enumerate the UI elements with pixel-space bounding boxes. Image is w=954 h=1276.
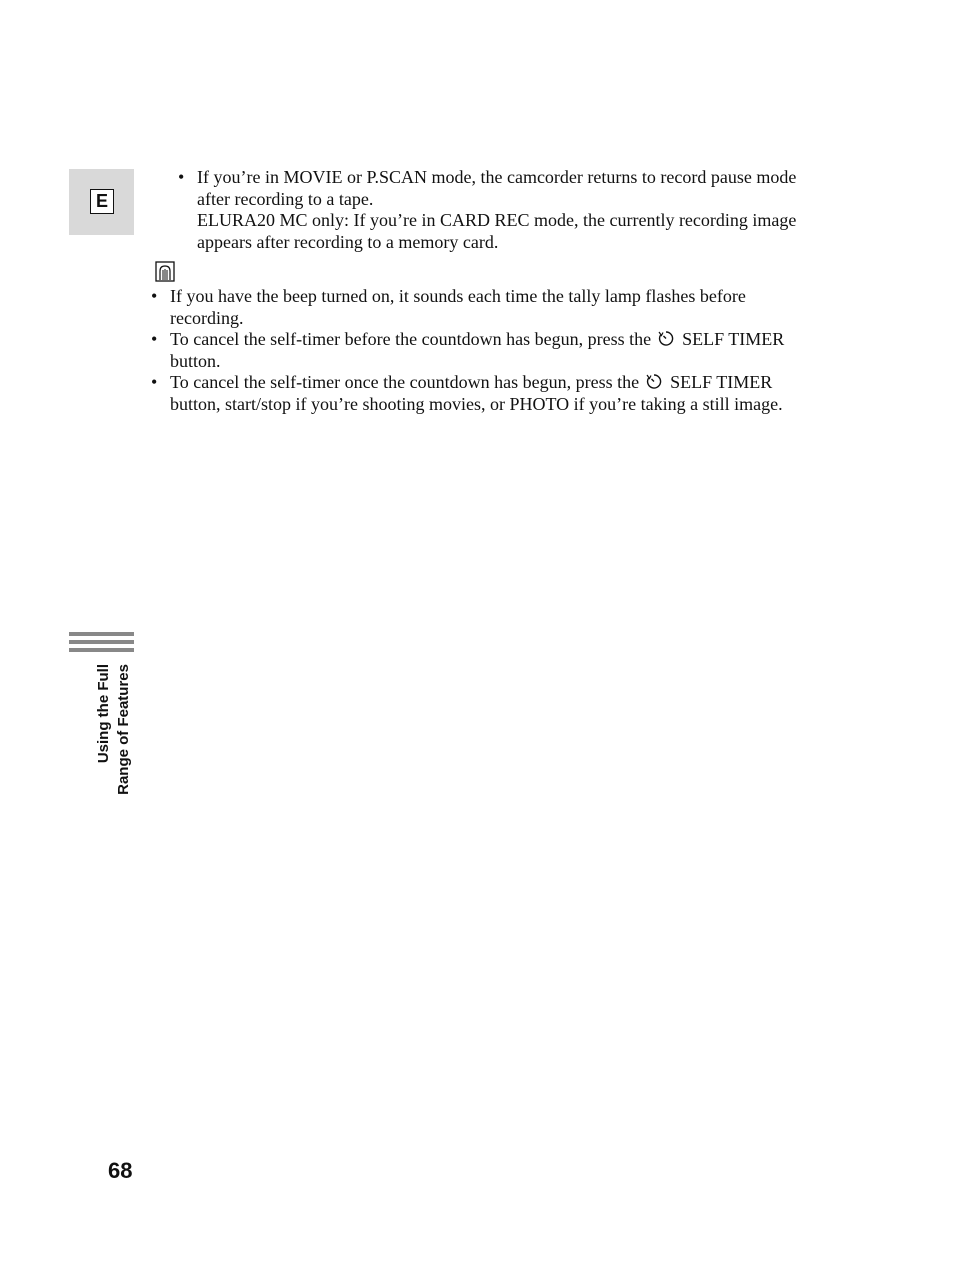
mode-return-text: If you’re in MOVIE or P.SCAN mode, the camcorder returns to record pause mode after recording to a tape.: [197, 167, 797, 209]
language-letter: E: [90, 189, 114, 214]
section-stripes: [69, 632, 134, 656]
note-text: If you have the beep turned on, it sounds each time the tally lamp flashes before recording.: [170, 286, 746, 328]
note-item-beep: [151, 286, 821, 329]
note-text: To cancel the self-timer once the countdown has begun, press the: [170, 372, 640, 392]
bullet-dot: •: [151, 286, 158, 306]
side-title-line2: Range of Features: [115, 664, 132, 795]
bullet-dot: •: [151, 329, 158, 349]
bullet-dot: •: [151, 372, 158, 392]
notes-list: [151, 286, 821, 415]
side-title-line1: Using the Full: [95, 664, 112, 764]
mode-return-bullet: [178, 167, 818, 253]
note-item-cancel-after: [151, 372, 821, 415]
self-timer-icon: [645, 373, 663, 389]
language-tab: [69, 169, 134, 235]
section-side-title: [94, 664, 134, 824]
note-text: SELF TIMER button.: [170, 329, 785, 371]
bullet-dot: •: [178, 167, 185, 187]
page-number: 68: [108, 1158, 133, 1183]
elura-card-text: ELURA20 MC only: If you’re in CARD REC mode, the currently recording image appears after recording to a memory card.: [197, 210, 797, 252]
note-item-cancel-before: [151, 329, 821, 372]
note-text: To cancel the self-timer before the countdown has begun, press the: [170, 329, 652, 349]
note-text: SELF TIMER button, start/stop if you’re shooting movies, or PHOTO if you’re taking a still image.: [170, 372, 783, 414]
self-timer-icon: [657, 330, 675, 346]
note-pad-icon: [155, 261, 175, 282]
